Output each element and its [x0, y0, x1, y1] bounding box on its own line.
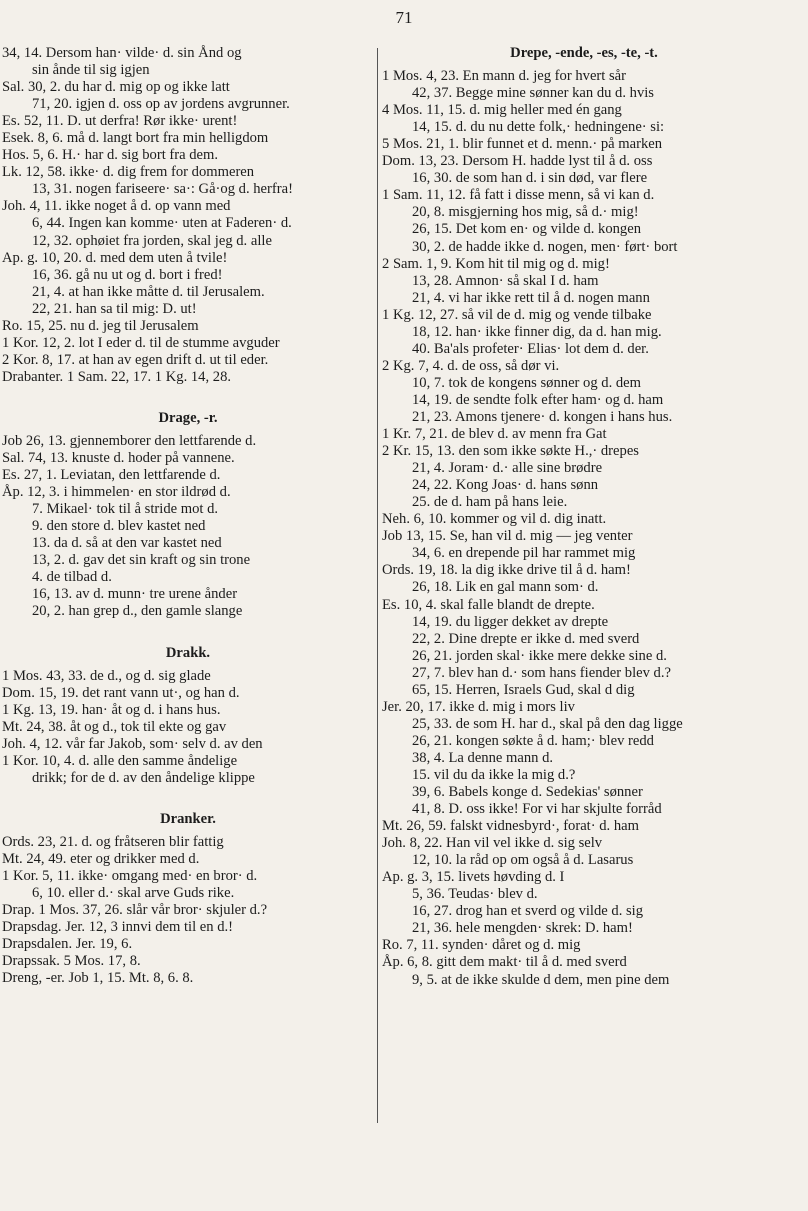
concordance-line: 16, 27. drog han et sverd og vilde d. sig — [412, 903, 644, 920]
concordance-line: Lk. 12, 58. ikke· d. dig frem for dommeren — [2, 164, 255, 181]
concordance-line: 2 Kr. 15, 13. den som ikke søkte H.,· drepes — [382, 443, 639, 460]
concordance-line: 10, 7. tok de kongens sønner og d. dem — [412, 374, 642, 391]
concordance-line: 14, 15. d. du nu dette folk,· hedningene· si: — [412, 119, 665, 136]
concordance-line: Drapssak. 5 Mos. 17, 8. — [2, 953, 141, 970]
section-spacer — [2, 621, 374, 635]
concordance-line: 21, 4. at han ikke måtte d. til Jerusalem. — [32, 283, 265, 300]
section-spacer — [2, 386, 374, 400]
concordance-line: Ords. 19, 18. la dig ikke drive til å d. ham! — [382, 562, 631, 579]
concordance-line: 12, 32. ophøiet fra jorden, skal jeg d. alle — [32, 232, 272, 249]
concordance-line: 1 Kg. 12, 27. så vil de d. mig og vende tilbake — [382, 306, 652, 323]
concordance-line: Ords. 23, 21. d. og fråtseren blir fattig — [2, 833, 224, 850]
concordance-line: 16, 30. de som han d. i sin død, var flere — [412, 170, 648, 187]
concordance-line: 30, 2. de hadde ikke d. nogen, men· ført· bort — [412, 238, 678, 255]
concordance-line: Mt. 24, 38. åt og d., tok til ekte og gav — [2, 718, 227, 735]
concordance-line: 4 Mos. 11, 15. d. mig heller med én gang — [382, 102, 622, 119]
concordance-line: Ap. g. 10, 20. d. med dem uten å tvile! — [2, 249, 228, 266]
left-column — [2, 45, 374, 987]
concordance-line: Drap. 1 Mos. 37, 26. slår vår bror· skjuler d.? — [2, 902, 268, 919]
concordance-line: 25, 33. de som H. har d., skal på den dag ligge — [412, 715, 683, 732]
concordance-line: 2 Kg. 7, 4. d. de oss, så dør vi. — [382, 357, 560, 374]
section-heading: Drakk. — [165, 644, 211, 661]
concordance-line: 1 Sam. 11, 12. få fatt i disse menn, så vi kan d. — [382, 187, 655, 204]
concordance-line: 6, 44. Ingen kan komme· uten at Faderen· d. — [32, 215, 292, 232]
concordance-line: 40. Ba'als profeter· Elias· lot dem d. der. — [412, 340, 649, 357]
concordance-line: Es. 52, 11. D. ut derfra! Rør ikke· urent! — [2, 113, 238, 130]
page-number: 71 — [395, 8, 413, 27]
concordance-line: Sal. 30, 2. du har d. mig op og ikke latt — [2, 79, 230, 96]
concordance-line: Drapsdalen. Jer. 19, 6. — [2, 936, 133, 953]
concordance-line: 5 Mos. 21, 1. blir funnet et d. menn.· på marken — [382, 136, 663, 153]
concordance-line: sin ånde til sig igjen — [32, 62, 150, 79]
concordance-line: Es. 10, 4. skal falle blandt de drepte. — [382, 596, 595, 613]
concordance-line: 6, 10. eller d.· skal arve Guds rike. — [32, 885, 235, 902]
concordance-line: 71, 20. igjen d. oss op av jordens avgrunner. — [32, 96, 290, 113]
section-heading: Drage, -r. — [158, 409, 218, 426]
concordance-line: 16, 13. av d. munn· tre urene ånder — [32, 586, 238, 603]
concordance-line: 39, 6. Babels konge d. Sedekias' sønner — [412, 784, 643, 801]
concordance-line: 9, 5. at de ikke skulde d dem, men pine dem — [412, 971, 670, 988]
concordance-line: 1 Kor. 12, 2. lot I eder d. til de stumme avguder — [2, 334, 280, 351]
concordance-line: 22, 21. han sa til mig: D. ut! — [32, 300, 197, 317]
concordance-line: 34, 14. Dersom han· vilde· d. sin Ånd og — [2, 45, 242, 61]
concordance-line: 15. vil du da ikke la mig d.? — [412, 766, 576, 783]
concordance-line: Neh. 6, 10. kommer og vil d. dig inatt. — [382, 511, 607, 528]
concordance-line: 18, 12. han· ikke finner dig, da d. han mig. — [412, 323, 662, 340]
concordance-line: Sal. 74, 13. knuste d. hoder på vannene. — [2, 450, 235, 467]
concordance-line: drikk; for de d. av den åndelige klippe — [32, 769, 255, 786]
concordance-line: Ro. 15, 25. nu d. jeg til Jerusalem — [2, 317, 199, 334]
concordance-line: 1 Mos. 4, 23. En mann d. jeg for hvert sår — [382, 68, 626, 85]
concordance-line: Esek. 8, 6. må d. langt bort fra min helligdom — [2, 130, 269, 147]
section-heading: Dranker. — [160, 810, 216, 827]
concordance-line: 14, 19. du ligger dekket av drepte — [412, 613, 609, 630]
concordance-line: Mt. 24, 49. eter og drikker med d. — [2, 850, 200, 867]
concordance-line: 25. de d. ham på hans leie. — [412, 494, 568, 511]
concordance-line: 13, 31. nogen fariseere· sa·: Gå·og d. herfra! — [32, 181, 293, 198]
concordance-line: 13. da d. så at den var kastet ned — [32, 535, 222, 552]
concordance-line: Joh. 8, 22. Han vil vel ikke d. sig selv — [382, 835, 603, 852]
concordance-line: 41, 8. D. oss ikke! For vi har skjulte forråd — [412, 801, 662, 818]
concordance-line: 26, 15. Det kom en· og vilde d. kongen — [412, 221, 642, 238]
concordance-line: 1 Kor. 10, 4. d. alle den samme åndelige — [2, 752, 238, 769]
concordance-line: 1 Kg. 13, 19. han· åt og d. i hans hus. — [2, 701, 221, 718]
concordance-line: 27, 7. blev han d.· som hans fiender blev d.? — [412, 664, 671, 681]
concordance-line: 9. den store d. blev kastet ned — [32, 518, 206, 535]
concordance-line: Hos. 5, 6. H.· har d. sig bort fra dem. — [2, 147, 219, 164]
concordance-line: 26, 21. kongen søkte å d. ham;· blev redd — [412, 732, 654, 749]
concordance-line: 22, 2. Dine drepte er ikke d. med sverd — [412, 630, 640, 647]
concordance-line: 38, 4. La denne mann d. — [412, 749, 554, 766]
concordance-line: 65, 15. Herren, Israels Gud, skal d dig — [412, 681, 635, 698]
concordance-line: 5, 36. Teudas· blev d. — [412, 886, 538, 903]
concordance-line: Åp. 6, 8. gitt dem makt· til å d. med sverd — [382, 954, 627, 971]
concordance-line: 13, 28. Amnon· så skal I d. ham — [412, 272, 599, 289]
concordance-line: Mt. 26, 59. falskt vidnesbyrd·, forat· d. ham — [382, 818, 639, 835]
section-spacer — [2, 787, 374, 801]
concordance-line: 1 Kr. 7, 21. de blev d. av menn fra Gat — [382, 426, 607, 443]
concordance-line: 16, 36. gå nu ut og d. bort i fred! — [32, 266, 223, 283]
concordance-line: Dom. 15, 19. det rant vann ut·, og han d. — [2, 684, 240, 701]
concordance-line: 1 Kor. 5, 11. ikke· omgang med· en bror· d. — [2, 868, 258, 885]
concordance-line: Drabanter. 1 Sam. 22, 17. 1 Kg. 14, 28. — [2, 368, 232, 385]
concordance-line: 21, 4. vi har ikke rett til å d. nogen mann — [412, 289, 650, 306]
concordance-line: Job 26, 13. gjennemborer den lettfarende d. — [2, 432, 257, 449]
concordance-line: 24, 22. Kong Joas· d. hans sønn — [412, 477, 599, 494]
concordance-line: 34, 6. en drepende pil har rammet mig — [412, 545, 636, 562]
concordance-line: Es. 27, 1. Leviatan, den lettfarende d. — [2, 467, 221, 484]
concordance-line: 26, 18. Lik en gal mann som· d. — [412, 579, 599, 596]
concordance-line: 1 Mos. 43, 33. de d., og d. sig glade — [2, 667, 211, 684]
concordance-line: 21, 4. Joram· d.· alle sine brødre — [412, 460, 603, 477]
concordance-line: Ro. 7, 11. synden· dåret og d. mig — [382, 937, 581, 954]
concordance-line: 2 Kor. 8, 17. at han av egen drift d. ut til eder. — [2, 351, 269, 368]
concordance-line: 14, 19. de sendte folk efter ham· og d. ham — [412, 391, 664, 408]
concordance-line: 7. Mikael· tok til å stride mot d. — [32, 501, 219, 518]
concordance-line: 20, 8. misgjerning hos mig, så d.· mig! — [412, 204, 639, 221]
concordance-line: Joh. 4, 12. vår far Jakob, som· selv d. av den — [2, 735, 263, 752]
concordance-line: 12, 10. la råd op om også å d. Lasarus — [412, 852, 634, 869]
concordance-line: 42, 37. Begge mine sønner kan du d. hvis — [412, 85, 654, 102]
concordance-line: 20, 2. han grep d., den gamle slange — [32, 603, 243, 620]
concordance-line: Joh. 4, 11. ikke noget å d. op vann med — [2, 198, 231, 215]
concordance-line: 4. de tilbad d. — [32, 569, 112, 586]
concordance-line: Åp. 12, 3. i himmelen· en stor ildrød d. — [2, 484, 231, 501]
concordance-line: Ap. g. 3, 15. livets høvding d. I — [382, 869, 565, 886]
concordance-line: Dreng, -er. Job 1, 15. Mt. 8, 6. 8. — [2, 970, 194, 987]
column-divider — [377, 48, 378, 1123]
concordance-line: Jer. 20, 17. ikke d. mig i mors liv — [382, 698, 575, 715]
concordance-line: 21, 36. hele mengden· skrek: D. ham! — [412, 920, 633, 937]
concordance-line: Job 13, 15. Se, han vil d. mig — jeg venter — [382, 528, 633, 545]
concordance-line: Dom. 13, 23. Dersom H. hadde lyst til å d. oss — [382, 153, 653, 170]
concordance-line: 2 Sam. 1, 9. Kom hit til mig og d. mig! — [382, 255, 610, 272]
concordance-line: 13, 2. d. gav det sin kraft og sin trone — [32, 552, 251, 569]
concordance-line: Drapsdag. Jer. 12, 3 innvi dem til en d.! — [2, 919, 234, 936]
right-column — [382, 45, 786, 989]
concordance-line: 26, 21. jorden skal· ikke mere dekke sine d. — [412, 647, 667, 664]
concordance-line: 21, 23. Amons tjenere· d. kongen i hans hus. — [412, 408, 673, 425]
section-heading: Drepe, -ende, -es, -te, -t. — [510, 45, 658, 61]
